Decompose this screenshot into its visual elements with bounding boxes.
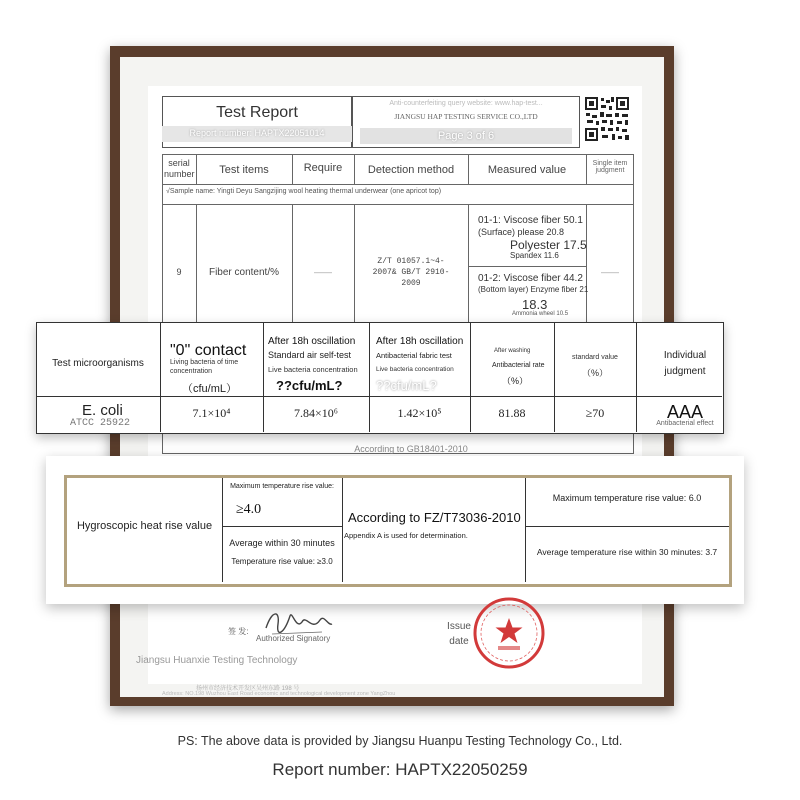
value-0-contact: 7.1×10⁴ — [192, 406, 231, 420]
row9-require: —— — [314, 267, 332, 277]
heat-vline — [222, 478, 223, 582]
measured-b1: 01-2: Viscose fiber 44.2 — [478, 273, 583, 284]
col3-sub: Antibacterial fabric test — [376, 351, 452, 360]
report-number-text: Report number: HAPTX22051014 — [189, 128, 325, 138]
col1-sub: Living bacteria of time concentration — [170, 359, 239, 375]
heat-rise-table — [46, 456, 744, 604]
col2-sub: Standard air self-test — [268, 350, 352, 360]
micro-hline — [36, 396, 722, 397]
anti-fake-text: Anti-counterfeiting query website: www.hap-test... — [389, 100, 543, 107]
col3-title: After 18h oscillation — [376, 336, 464, 347]
company-header: JIANGSU HAP TESTING SERVICE CO.,LTD — [394, 112, 538, 121]
col3-unit: ??cfu/mL? — [376, 378, 437, 393]
doc-vline — [196, 204, 197, 322]
doc-header-line — [162, 184, 634, 185]
measured-a4: Spandex 11.6 — [510, 251, 559, 260]
footer-report-number: Report number: HAPTX22050259 — [272, 760, 528, 779]
microorganism-table — [36, 322, 724, 434]
max-rise-label: Maximum temperature rise value: — [230, 483, 334, 490]
official-seal-stamp — [472, 596, 546, 670]
according-line: According to GB18401-2010 — [354, 444, 468, 454]
measured-b4: Ammonia wheel 10.5 — [512, 311, 569, 317]
col-serial: serial number — [164, 158, 195, 179]
col4-unit: （%） — [502, 376, 529, 386]
col-require: Require — [303, 162, 343, 174]
page-indicator: Page 3 of 6 — [437, 130, 495, 142]
col-detection-method: Detection method — [367, 164, 455, 176]
measured-a1: 01-1: Viscose fiber 50.1 — [478, 215, 583, 226]
measured-b3: 18.3 — [522, 297, 548, 312]
result-avg: Average temperature rise within 30 minutes: 3.7 — [536, 547, 718, 557]
row9-item: Fiber content/% — [208, 267, 280, 278]
value-judgment: AAA — [666, 402, 704, 422]
doc-sample-line — [162, 204, 634, 205]
value-standard: ≥70 — [585, 406, 605, 420]
col6-title: Individual judgment — [663, 350, 707, 377]
row9-judgment: —— — [601, 267, 619, 277]
issue-date-label: Issue date — [447, 621, 471, 647]
footer-note: PS: The above data is provided by Jiangsu Huanpu Testing Technology Co., Ltd. — [177, 734, 623, 748]
qr-code-icon — [584, 96, 630, 142]
max-rise-req: ≥4.0 — [236, 502, 262, 517]
col3-sub2: Live bacteria concentration — [376, 366, 454, 373]
col5-title: standard value — [572, 354, 618, 361]
col-test-items: Test items — [219, 164, 269, 176]
col2-sub2: Live bacteria concentration — [268, 365, 358, 374]
doc-vline — [292, 204, 293, 322]
col4-sub: Antibacterial rate — [492, 362, 545, 369]
heat-vline — [342, 478, 343, 582]
report-title: Test Report — [216, 104, 298, 121]
col1-title: "0" contact — [170, 342, 247, 359]
doc-measured-split — [468, 266, 586, 267]
result-max: Maximum temperature rise value: 6.0 — [552, 493, 702, 503]
heat-hline — [525, 526, 729, 527]
heat-hline — [222, 526, 342, 527]
address-cn: 扬州市经济技术开发区吴州东路 198 号 — [196, 686, 300, 692]
authorized-signatory: Authorized Signatory — [256, 634, 331, 643]
value-antibacterial-rate: 81.88 — [498, 406, 526, 420]
col-measured-value: Measured value — [487, 164, 567, 176]
sample-name: √Sample name: Yingti Deyu Sangzijing wool heating thermal underwear (one apricot top) — [166, 188, 442, 195]
heat-method-note: Appendix A is used for determination. — [344, 531, 468, 540]
doc-vline — [468, 204, 469, 322]
company-name: Jiangsu Huanxie Testing Technology — [136, 655, 298, 666]
organism-code: ATCC 25922 — [70, 418, 131, 429]
avg-req: Temperature rise value: ≥3.0 — [231, 557, 333, 566]
row9-method: Z/T 01057.1~4-2007& GB/T 2910-2009 — [372, 257, 450, 288]
doc-vline — [586, 154, 587, 184]
col2-title: After 18h oscillation — [268, 336, 356, 347]
col5-unit: （%） — [581, 368, 608, 378]
heat-label: Hygroscopic heat rise value — [76, 520, 213, 532]
measured-a3: Polyester 17.5 — [510, 238, 587, 252]
row9-serial: 9 — [176, 267, 182, 277]
sign-label: 签 发: — [228, 627, 249, 636]
measured-b2: (Bottom layer) Enzyme fiber 21 — [478, 285, 589, 294]
heat-method: According to FZ/T73036-2010 — [348, 510, 521, 525]
col2-unit: ??cfu/mL? — [276, 378, 343, 393]
avg-label: Average within 30 minutes — [229, 538, 335, 548]
judgment-note: Antibacterial effect — [656, 420, 714, 427]
col1-unit: （cfu/mL） — [182, 383, 238, 395]
organism-name: E. coli — [82, 402, 123, 419]
value-antibacterial-fabric: 1.42×10⁵ — [397, 406, 442, 420]
micro-label: Test microorganisms — [52, 358, 144, 369]
col-judgment: Single item judgment — [592, 160, 628, 174]
doc-vline — [586, 204, 587, 322]
address-en: Address: NO.198 Wuzhou East Road economic and technological development zone YangZhou — [162, 691, 396, 697]
measured-a2: (Surface) please 20.8 — [478, 227, 565, 237]
value-standard-air: 7.84×10⁶ — [294, 406, 338, 420]
col4-title: After washing — [494, 348, 531, 354]
doc-vline — [354, 204, 355, 322]
